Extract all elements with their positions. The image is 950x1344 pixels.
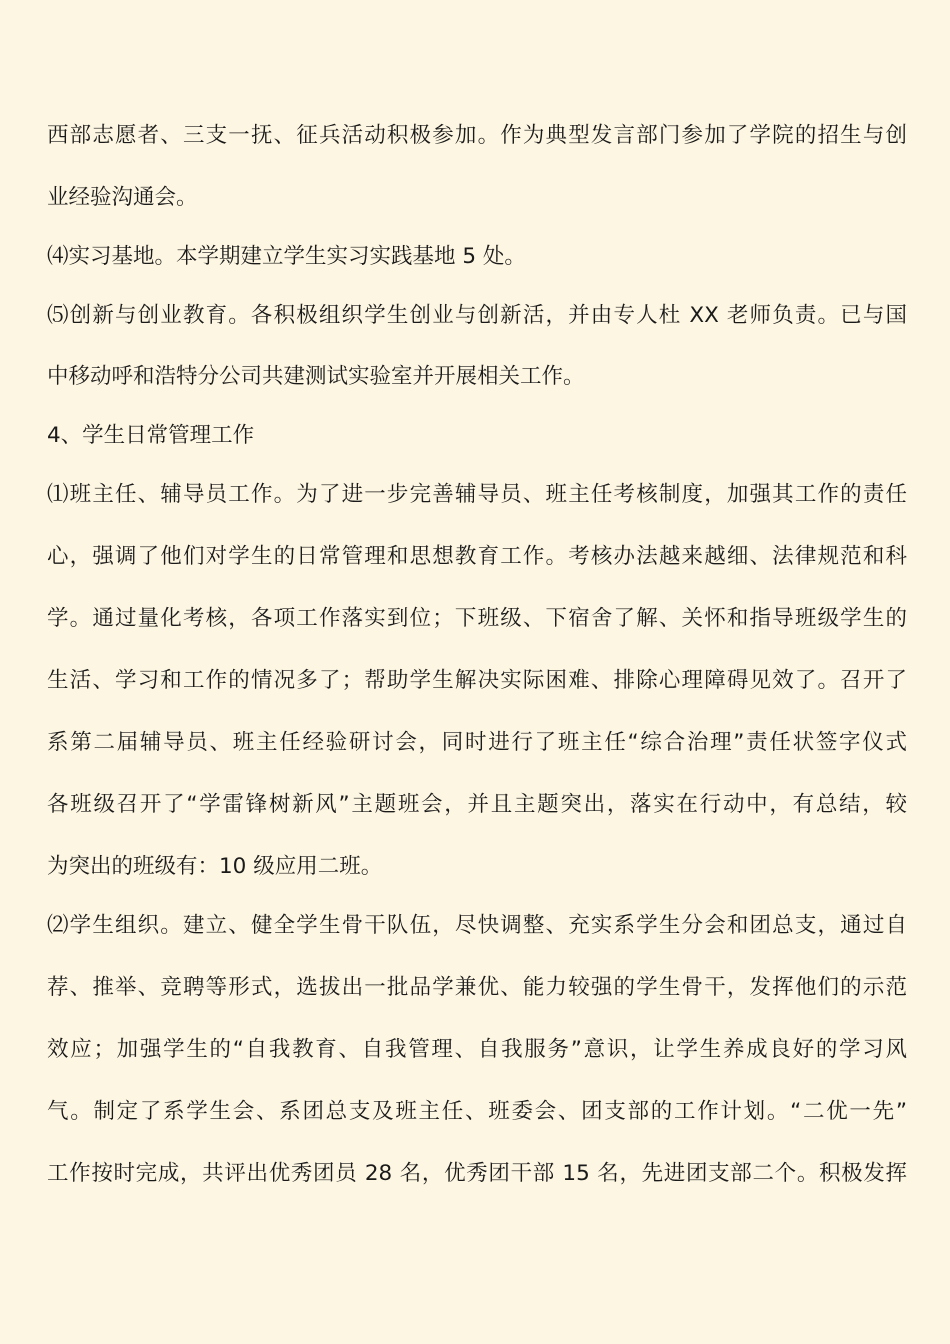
text-line: 荐、推举、竞聘等形式，选拔出一批品学兼优、能力较强的学生骨干，发挥他们的示范 — [47, 975, 907, 1000]
text-line: 心，强调了他们对学生的日常管理和思想教育工作。考核办法越来越细、法律规范和科 — [47, 544, 907, 569]
text-line: ⑷实习基地。本学期建立学生实习实践基地 5 处。 — [47, 244, 526, 269]
text-line: 业经验沟通会。 — [47, 185, 198, 210]
text-line: ⑴班主任、辅导员工作。为了进一步完善辅导员、班主任考核制度，加强其工作的责任 — [47, 482, 907, 507]
text-line: ⑵学生组织。建立、健全学生骨干队伍，尽快调整、充实系学生分会和团总支，通过自 — [47, 913, 907, 938]
text-line: 各班级召开了“学雷锋树新风”主题班会，并且主题突出，落实在行动中，有总结，较 — [47, 792, 907, 817]
text-line: 学。通过量化考核，各项工作落实到位；下班级、下宿舍了解、关怀和指导班级学生的 — [47, 606, 907, 631]
text-line: 气。制定了系学生会、系团总支及班主任、班委会、团支部的工作计划。“二优一先” — [47, 1099, 907, 1124]
text-line: 为突出的班级有：10 级应用二班。 — [47, 854, 383, 879]
text-line: 西部志愿者、三支一抚、征兵活动积极参加。作为典型发言部门参加了学院的招生与创 — [47, 123, 907, 148]
section-heading: 4、学生日常管理工作 — [47, 423, 255, 448]
text-line: 生活、学习和工作的情况多了；帮助学生解决实际困难、排除心理障碍见效了。召开了 — [47, 668, 907, 693]
text-line: 中移动呼和浩特分公司共建测试实验室并开展相关工作。 — [47, 364, 585, 389]
text-line: 系第二届辅导员、班主任经验研讨会，同时进行了班主任“综合治理”责任状签字仪式 — [47, 730, 907, 755]
text-line: 工作按时完成，共评出优秀团员 28 名，优秀团干部 15 名，先进团支部二个。积极发挥 — [47, 1161, 907, 1186]
text-line: ⑸创新与创业教育。各积极组织学生创业与创新活，并由专人杜 XX 老师负责。已与国 — [47, 303, 907, 328]
text-line: 效应；加强学生的“自我教育、自我管理、自我服务”意识，让学生养成良好的学习风 — [47, 1037, 907, 1062]
